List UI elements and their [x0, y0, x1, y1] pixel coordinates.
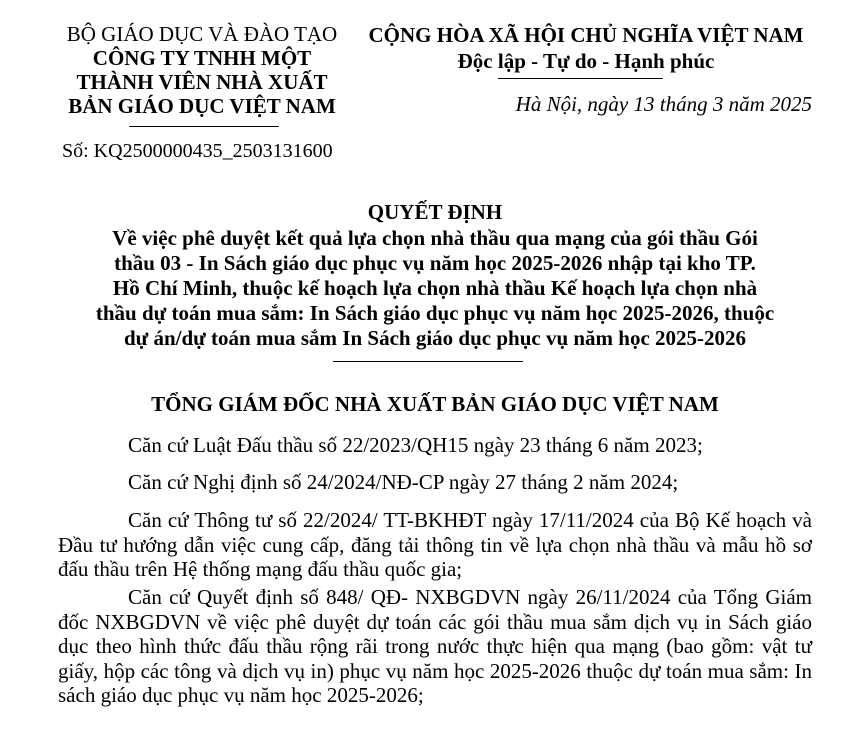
title-underline	[333, 361, 523, 362]
nation-name: CỘNG HÒA XÃ HỘI CHỦ NGHĨA VIỆT NAM	[368, 23, 804, 47]
basis-paragraph: Căn cứ Nghị định số 24/2024/NĐ-CP ngày 27 tháng 2 năm 2024;	[128, 470, 679, 494]
basis-law	[58, 433, 812, 458]
national-motto: Độc lập - Tự do - Hạnh phúc	[457, 49, 715, 73]
subject-line-5: dự án/dự toán mua sắm In Sách giáo dục phục vụ năm học 2025-2026	[123, 326, 747, 350]
subject-line-1: Về việc phê duyệt kết quả lựa chọn nhà thầu qua mạng của gói thầu Gói	[112, 226, 758, 250]
issuing-organization	[52, 22, 352, 118]
company-name-line-1: CÔNG TY TNHH MỘT	[92, 46, 312, 70]
basis-paragraph: Căn cứ Luật Đấu thầu số 22/2023/QH15 ngày 23 tháng 6 năm 2023;	[128, 433, 703, 457]
document-type: QUYẾT ĐỊNH	[367, 200, 503, 224]
basis-circular	[58, 508, 812, 582]
basis-decree	[58, 470, 812, 495]
subject-line-4: thầu dự toán mua sắm: In Sách giáo dục phục vụ năm học 2025-2026, thuộc	[95, 301, 775, 325]
ministry-name: BỘ GIÁO DỤC VÀ ĐÀO TẠO	[66, 22, 338, 46]
document-number: Số: KQ2500000435_2503131600	[62, 140, 333, 162]
subject-line-3: Hồ Chí Minh, thuộc kế hoạch lựa chọn nhà thầu Kế hoạch lựa chọn nhà	[112, 276, 758, 300]
company-name-line-3: BẢN GIÁO DỤC VIỆT NAM	[68, 94, 336, 118]
decision-title	[40, 200, 830, 351]
company-name-line-2: THÀNH VIÊN NHÀ XUẤT	[76, 70, 328, 94]
national-header	[360, 22, 812, 74]
organization-underline	[129, 126, 279, 127]
motto-underline	[498, 78, 663, 79]
basis-paragraph: Căn cứ Quyết định số 848/ QĐ- NXBGDVN ngày 26/11/2024 của Tổng Giám đốc NXBGDVN về việc phê duyệt dự toán các gói thầu mua sắm dịch vụ in Sách giáo dục theo hình thức đấu thầu rộng rãi trong nước thực hiện qua mạng (bao gồm: vật tư giấy, hộp các tông và dịch vụ in) phục vụ năm học 2025-2026 thuộc dự toán mua sắm: In sách giáo dục phục vụ năm học 2025-2026;	[58, 585, 812, 707]
issue-date: Hà Nội, ngày 13 tháng 3 năm 2025	[515, 92, 812, 116]
authority-heading: TỔNG GIÁM ĐỐC NHÀ XUẤT BẢN GIÁO DỤC VIỆT NAM	[151, 392, 719, 416]
basis-paragraph: Căn cứ Thông tư số 22/2024/ TT-BKHĐT ngày 17/11/2024 của Bộ Kế hoạch và Đầu tư hướng dẫn việc cung cấp, đăng tải thông tin về lựa chọn nhà thầu và mẫu hồ sơ đấu thầu trên Hệ thống mạng đấu thầu quốc gia;	[58, 508, 812, 581]
basis-decision	[58, 585, 812, 708]
subject-line-2: thầu 03 - In Sách giáo dục phục vụ năm học 2025-2026 nhập tại kho TP.	[114, 251, 756, 275]
